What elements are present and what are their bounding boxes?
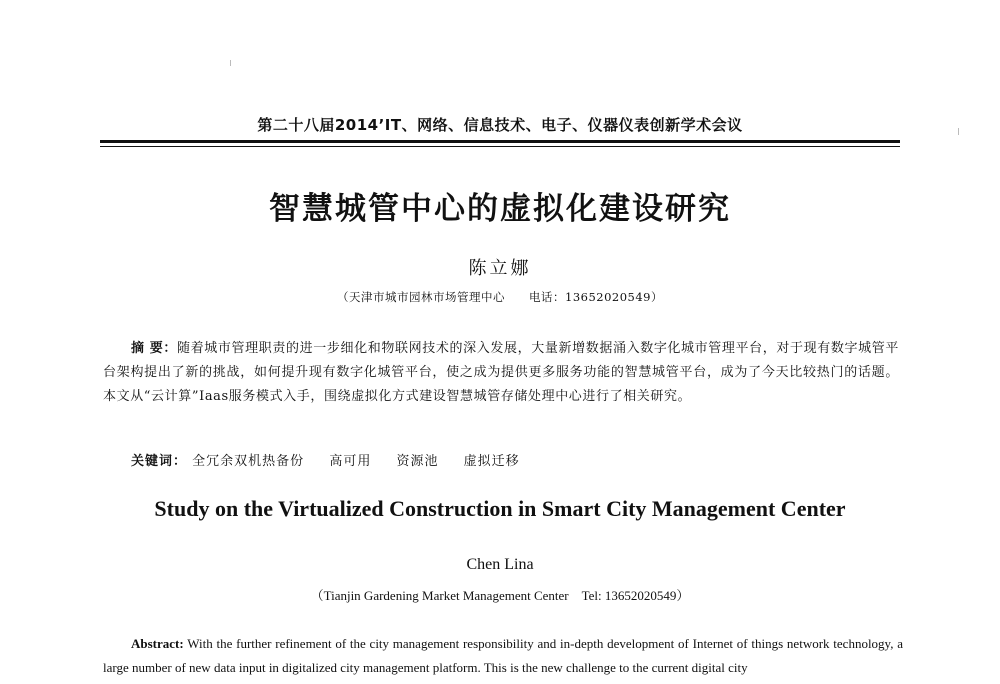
affiliation-cn: （天津市城市园林市场管理中心 电话：13652020549）: [337, 290, 663, 304]
author-cn: 陈立娜: [468, 258, 532, 279]
abstract-en: [103, 632, 903, 680]
author-en: Chen Lina: [466, 556, 534, 573]
keywords-cn-label: 关键词：: [131, 454, 188, 469]
keywords-cn: [131, 450, 540, 469]
scan-speck: [958, 128, 959, 135]
scan-speck: [230, 60, 231, 66]
abstract-cn-text: 随着城市管理职责的进一步细化和物联网技术的深入发展，大量新增数据涌入数字化城市管理平台，对于现有数字城管平台架构提出了新的挑战，如何提升现有数字化城管平台，使之成为提供更多服务功能的智慧城管平台，成为了今天比较热门的话题。本文从“云计算”Iaas服务模式入手，围绕虚拟化方式建设智慧城管存储处理中心进行了相关研究。: [103, 341, 899, 404]
keyword-cn: 全冗余双机热备份: [192, 454, 305, 469]
keyword-cn: 高可用: [329, 454, 372, 469]
keyword-cn: 资源池: [396, 454, 439, 469]
abstract-cn: [103, 337, 899, 409]
paper-title-cn: 智慧城管中心的虚拟化建设研究: [269, 191, 731, 227]
header-rule-thick: [100, 140, 900, 143]
conference-header: 第二十八届2014’IT、网络、信息技术、电子、仪器仪表创新学术会议: [257, 116, 743, 134]
keyword-cn: 虚拟迁移: [463, 454, 520, 469]
header-rule-thin: [100, 146, 900, 147]
abstract-en-text: With the further refinement of the city management responsibility and in-depth development of Internet of things network technology, a large number of new data input in digitalized city management platform. This is the new challenge to the current digital city: [103, 636, 903, 675]
paper-title-en: Study on the Virtualized Construction in Smart City Management Center: [154, 496, 846, 521]
affiliation-en: （Tianjin Gardening Market Management Center Tel: 13652020549）: [310, 588, 690, 603]
abstract-cn-label: 摘 要：: [131, 341, 178, 356]
abstract-en-label: Abstract:: [131, 636, 184, 651]
